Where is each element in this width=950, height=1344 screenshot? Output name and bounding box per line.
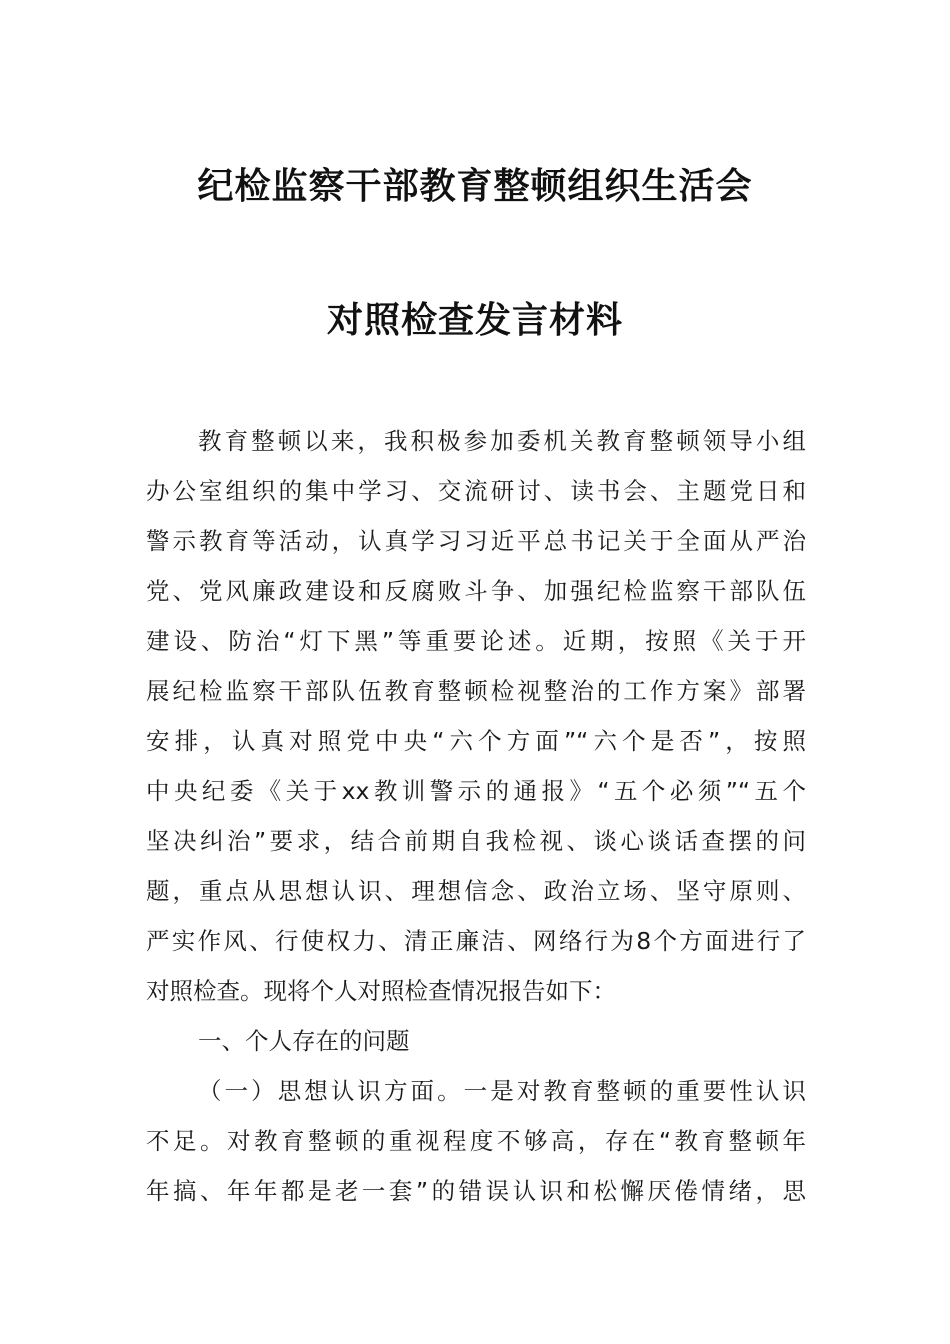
paragraph-2-line: （一）思想认识方面。一是对教育整顿的重要性认识 xyxy=(198,1077,806,1105)
paragraph-1-line: 警示教育等活动，认真学习习近平总书记关于全面从严治 xyxy=(146,527,806,555)
paragraph-1-line: 严实作风、行使权力、清正廉洁、网络行为8个方面进行了 xyxy=(146,927,806,955)
section-heading: 一、个人存在的问题 xyxy=(198,1027,410,1055)
paragraph-1-line: 安排，认真对照党中央“六个方面”“六个是否”，按照 xyxy=(146,727,806,755)
paragraph-1-line: 建设、防治“灯下黑”等重要论述。近期，按照《关于开 xyxy=(146,627,806,655)
paragraph-1-line: 展纪检监察干部队伍教育整顿检视整治的工作方案》部署 xyxy=(146,677,806,705)
paragraph-2-line: 年搞、年年都是老一套”的错误认识和松懈厌倦情绪，思 xyxy=(146,1177,806,1205)
paragraph-1-line: 对照检查。现将个人对照检查情况报告如下： xyxy=(146,977,616,1005)
document-title-line-1: 纪检监察干部教育整顿组织生活会 xyxy=(197,165,753,207)
paragraph-1-line: 党、党风廉政建设和反腐败斗争、加强纪检监察干部队伍 xyxy=(146,577,806,605)
paragraph-1-line: 中央纪委《关于xx教训警示的通报》“五个必须”“五个 xyxy=(146,777,806,805)
paragraph-1-line: 坚决纠治”要求，结合前期自我检视、谈心谈话查摆的问 xyxy=(146,827,806,855)
paragraph-1-line: 办公室组织的集中学习、交流研讨、读书会、主题党日和 xyxy=(146,477,806,505)
paragraph-1-line: 题，重点从思想认识、理想信念、政治立场、坚守原则、 xyxy=(146,877,806,905)
document-title-line-2: 对照检查发言材料 xyxy=(326,299,623,341)
paragraph-1-line: 教育整顿以来，我积极参加委机关教育整顿领导小组 xyxy=(198,427,806,455)
paragraph-2-line: 不足。对教育整顿的重视程度不够高，存在“教育整顿年 xyxy=(146,1127,806,1155)
